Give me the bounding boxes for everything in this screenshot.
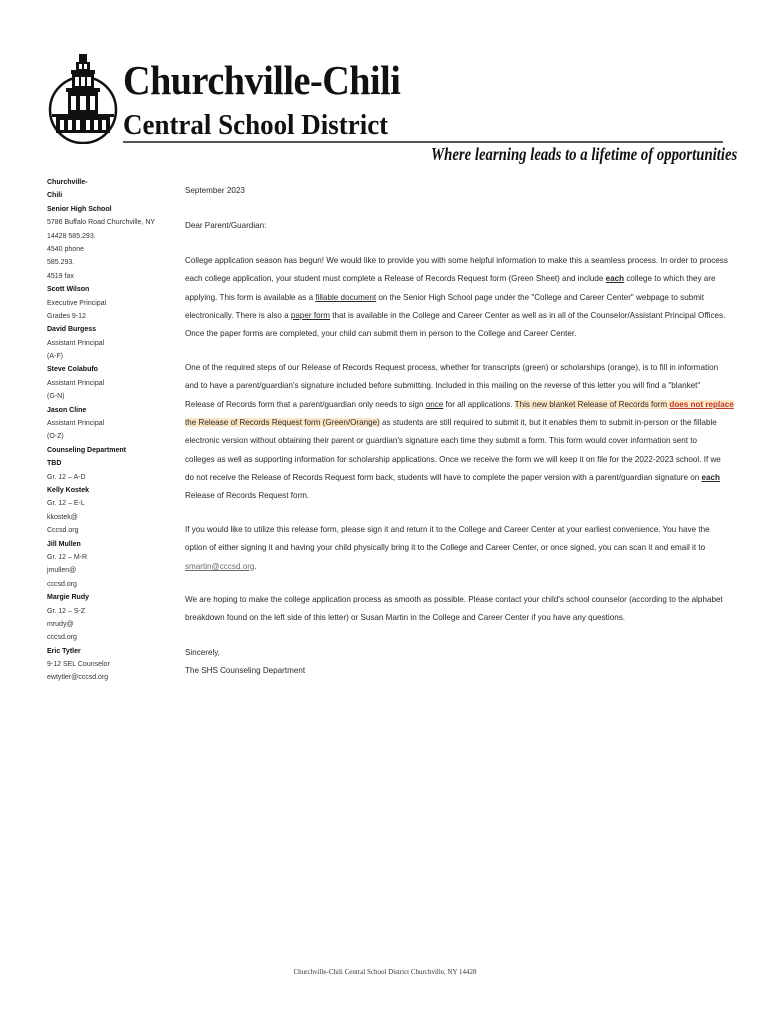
paragraph-2 <box>185 359 734 506</box>
sidebar-line: Eric Tytler <box>47 647 81 655</box>
paragraph-2-line: colleges as well as supporting information for scholarship applications. Once we receive the form we will keep it on file for the 2022-2023 school. If we <box>185 454 721 464</box>
letter-date: September 2023 <box>185 186 245 195</box>
sidebar-line: Gr. 12 – E-L <box>47 500 85 508</box>
sidebar-line: Cccsd.org <box>47 527 79 535</box>
sidebar-line: kkostek@ <box>47 513 78 521</box>
paragraph-2-line <box>185 414 725 432</box>
sidebar-line: Assistant Principal <box>47 420 105 428</box>
letter-body <box>185 182 734 681</box>
sidebar-line: TBD <box>47 460 62 468</box>
text-span: on the Senior High School page under the "College and Career Center" webpage to submit <box>376 292 704 302</box>
emphasis-once: once <box>425 399 444 409</box>
letter-signature: The SHS Counseling Department <box>185 666 306 676</box>
text-span: as students are still required to submit it, but it enables them to submit in-person or the fillable <box>379 417 717 427</box>
paragraph-2-line: electronic version without obtaining their parent or guardian's signature each time they submit a form. This form would cover information sent to <box>185 436 698 446</box>
district-name-line2: Central School District <box>123 109 389 141</box>
sidebar-line: Churchville- <box>47 179 88 186</box>
text-span: . <box>254 561 257 571</box>
text-span: electronically. There is also a <box>185 310 291 320</box>
paragraph-3-line: option of either signing it and having your child physically bring it to the College and Career Center, or once signed, you can scan it and email it to <box>185 543 706 553</box>
text-span: do not receive the Release of Records Request form back, students will have to complete the paper version with a parent/guardian signature on <box>185 473 702 483</box>
sidebar-line: Margie Rudy <box>47 594 90 602</box>
paragraph-3-line <box>185 558 725 576</box>
sidebar-line: mrudy@ <box>47 620 74 628</box>
sidebar-line: 4519 fax <box>47 272 74 280</box>
paper-form-text: paper form <box>290 310 331 320</box>
sidebar-line: Gr. 12 – M-R <box>47 553 88 561</box>
text-span: each college application, your student must complete a Release of Records Request form (Green Sheet) and include <box>185 274 606 284</box>
sidebar-line: Assistant Principal <box>47 379 105 387</box>
paragraph-1-line: Once the paper forms are completed, your child can submit them in person to the College and Career Center. <box>185 329 577 339</box>
sidebar-line: 585.293. <box>47 259 75 267</box>
highlighted-text: This new blanket Release of Records form <box>514 399 670 409</box>
sidebar-line: Senior High School <box>47 205 112 213</box>
sidebar-line: Gr. 12 – S-Z <box>47 607 86 615</box>
sidebar-line: David Burgess <box>47 326 97 334</box>
paragraph-4-line: We are hoping to make the college application process as smooth as possible. Please contact your child's school counselor (according to the alphabet <box>185 595 723 605</box>
text-span: that is available in the College and Career Center as well as in all of the Counselor/Assistant Principal Offices. <box>330 310 726 320</box>
sidebar-line: (A-F) <box>47 353 63 361</box>
paragraph-1 <box>185 252 728 344</box>
sidebar-line: 14428 585.293. <box>47 232 96 240</box>
text-span: Release of Records form that a parent/guardian only needs to sign <box>185 399 426 409</box>
sidebar-line: 4540 phone <box>47 245 84 253</box>
does-not-replace-warning: does not replace <box>669 399 734 409</box>
sidebar-line: Scott Wilson <box>47 286 90 294</box>
emphasis-each: each <box>701 473 720 483</box>
paragraph-2-line: One of the required steps of our Release of Records Request process, whether for transcripts (green) or scholarships (orange), is to fill in information <box>185 362 719 372</box>
highlighted-text: the Release of Records Request form (Green/Orange) <box>185 417 380 427</box>
paragraph-2-line: and to have a parent/guardian's signature included before submitting. Included in this mailing on the reverse of this letter you will find a "blanket" <box>185 381 701 391</box>
text-span: applying. This form is available as a <box>185 292 316 302</box>
paragraph-4-line: breakdown found on the left side of this letter) or Susan Martin in the College and Career Center if you have any questions. <box>185 613 626 623</box>
paragraph-2-line <box>185 396 734 414</box>
paragraph-1-line: College application season has begun! We would like to provide you with some helpful information to make this a seamless process. In order to process <box>185 255 728 265</box>
paragraph-3 <box>185 521 725 576</box>
sidebar-line: Steve Colabufo <box>47 366 98 374</box>
email-link[interactable]: smartin@cccsd.org <box>185 561 255 571</box>
sidebar-line: Grades 9-12 <box>47 312 86 320</box>
sidebar-line: Assistant Principal <box>47 339 105 347</box>
sidebar-line: Jill Mullen <box>47 540 81 548</box>
sidebar-line: cccsd.org <box>47 634 77 642</box>
paragraph-2-line: Release of Records Request form. <box>185 491 310 501</box>
district-logo <box>48 52 118 144</box>
sidebar-line: cccsd.org <box>47 580 77 588</box>
sidebar-line: 5786 Buffalo Road Churchville, NY <box>47 219 156 227</box>
header-rule <box>123 141 723 143</box>
paragraph-4 <box>185 591 725 628</box>
text-span: for all applications. <box>443 399 515 409</box>
emphasis-each: each <box>605 274 625 284</box>
paragraph-1-line <box>185 307 725 325</box>
fillable-document-link[interactable]: fillable document <box>315 292 377 302</box>
sidebar-line: Counseling Department <box>47 446 126 454</box>
paragraph-1-line <box>185 289 725 307</box>
paragraph-2-line <box>185 469 725 487</box>
letter-salutation: Dear Parent/Guardian: <box>185 221 267 231</box>
paragraph-1-line <box>185 270 725 288</box>
sidebar-line: jmullen@ <box>47 567 77 575</box>
sidebar-line: Chili <box>47 192 63 200</box>
letter-closing: Sincerely, <box>185 647 220 657</box>
sidebar-line: (G-N) <box>47 393 65 401</box>
paragraph-3-line: If you would like to utilize this release form, please sign it and return it to the College and Career Center at your earliest convenience. You have the <box>185 524 710 534</box>
sidebar-line: 9-12 SEL Counselor <box>47 661 110 669</box>
district-tagline: Where learning leads to a lifetime of opportunities <box>431 144 738 164</box>
sidebar-line: (O-Z) <box>47 433 64 441</box>
sidebar-line: ewtytler@cccsd.org <box>47 674 109 682</box>
sidebar-line: Gr. 12 – A-D <box>47 473 86 481</box>
sidebar-line: Jason Cline <box>47 406 87 414</box>
district-name-line1: Churchville-Chili <box>123 57 401 103</box>
text-span: college to which they are <box>624 274 716 284</box>
sidebar-line: Executive Principal <box>47 299 107 307</box>
page-footer: Churchville-Chili Central School District Churchville, NY 14428 <box>293 968 477 976</box>
sidebar-line: Kelly Kostek <box>47 486 90 494</box>
staff-directory-sidebar <box>47 176 177 685</box>
